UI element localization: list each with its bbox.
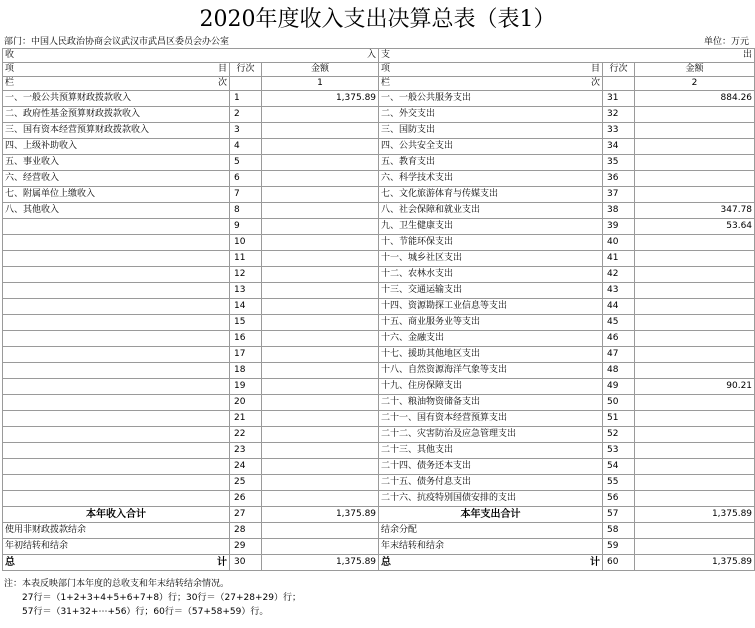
table-row	[3, 443, 755, 459]
expense-item: 二十、粮油物资储备支出	[379, 395, 603, 411]
expense-amount	[635, 475, 755, 491]
expense-row-no: 38	[603, 203, 635, 219]
expense-item: 十五、商业服务业等支出	[379, 315, 603, 331]
income-row-no: 16	[230, 331, 262, 347]
expense-amount	[635, 171, 755, 187]
header-row-column-index	[3, 77, 755, 91]
note-line: 57行＝（31+32+⋯+56）行；60行＝（57+58+59）行。	[22, 607, 269, 617]
expense-amount	[635, 187, 755, 203]
header-row-category	[3, 49, 755, 63]
income-item-header: 项 目	[3, 63, 230, 77]
income-amount	[262, 331, 379, 347]
table-row	[3, 251, 755, 267]
expense-col-index-label: 栏 次	[379, 77, 603, 91]
income-item: 五、事业收入	[3, 155, 230, 171]
expense-row-no: 55	[603, 475, 635, 491]
grand-total-income-amount: 1,375.89	[262, 555, 379, 571]
table-row	[3, 395, 755, 411]
income-row-no: 23	[230, 443, 262, 459]
income-amount	[262, 219, 379, 235]
income-col-index-label: 栏 次	[3, 77, 230, 91]
table-row	[3, 123, 755, 139]
income-amount	[262, 475, 379, 491]
year-income-total-no: 27	[230, 507, 262, 523]
income-amount	[262, 395, 379, 411]
income-item	[3, 267, 230, 283]
distribution-label: 结余分配	[379, 523, 603, 539]
income-amount	[262, 123, 379, 139]
expense-amount	[635, 139, 755, 155]
income-amount	[262, 107, 379, 123]
table-row	[3, 267, 755, 283]
income-row-no: 7	[230, 187, 262, 203]
expense-row-no: 56	[603, 491, 635, 507]
income-row-no: 22	[230, 427, 262, 443]
note-line: 27行＝（1+2+3+4+5+6+7+8）行；30行＝（27+28+29）行；	[22, 593, 301, 603]
expense-amount	[635, 299, 755, 315]
income-row-no: 20	[230, 395, 262, 411]
header-row-columns	[3, 63, 755, 77]
grand-total-income-no: 30	[230, 555, 262, 571]
expense-item: 十四、资源勘探工业信息等支出	[379, 299, 603, 315]
expense-row-no: 35	[603, 155, 635, 171]
expense-item: 二十三、其他支出	[379, 443, 603, 459]
expense-item: 二、外交支出	[379, 107, 603, 123]
nonfinance-row	[3, 523, 755, 539]
expense-row-no: 54	[603, 459, 635, 475]
income-amount	[262, 443, 379, 459]
expense-row-no: 41	[603, 251, 635, 267]
income-amount-header: 金额	[262, 63, 379, 77]
table-row	[3, 219, 755, 235]
expense-row-no: 45	[603, 315, 635, 331]
income-item: 一、一般公共预算财政拨款收入	[3, 91, 230, 107]
expense-header: 支 出	[379, 49, 755, 63]
income-amount	[262, 187, 379, 203]
expense-item: 十七、援助其他地区支出	[379, 347, 603, 363]
expense-item: 十八、自然资源海洋气象等支出	[379, 363, 603, 379]
expense-row-no: 39	[603, 219, 635, 235]
expense-amount: 90.21	[635, 379, 755, 395]
expense-amount: 53.64	[635, 219, 755, 235]
expense-item: 十一、城乡社区支出	[379, 251, 603, 267]
income-row-no: 12	[230, 267, 262, 283]
income-amount	[262, 459, 379, 475]
budget-table	[2, 48, 755, 571]
table-row	[3, 107, 755, 123]
income-item: 二、政府性基金预算财政拨款收入	[3, 107, 230, 123]
table-row	[3, 331, 755, 347]
year-income-total-label: 本年收入合计	[3, 507, 230, 523]
income-item	[3, 283, 230, 299]
expense-row-no: 37	[603, 187, 635, 203]
expense-amount	[635, 459, 755, 475]
expense-item: 十六、金融支出	[379, 331, 603, 347]
expense-item: 九、卫生健康支出	[379, 219, 603, 235]
grand-total-expense-no: 60	[603, 555, 635, 571]
table-row	[3, 411, 755, 427]
income-amount	[262, 363, 379, 379]
income-row-no: 4	[230, 139, 262, 155]
income-amount	[262, 347, 379, 363]
income-item	[3, 459, 230, 475]
income-item: 三、国有资本经营预算财政拨款收入	[3, 123, 230, 139]
expense-amount	[635, 235, 755, 251]
income-item	[3, 315, 230, 331]
income-row-no: 11	[230, 251, 262, 267]
income-item: 八、其他收入	[3, 203, 230, 219]
expense-item: 七、文化旅游体育与传媒支出	[379, 187, 603, 203]
income-amount	[262, 251, 379, 267]
expense-item: 五、教育支出	[379, 155, 603, 171]
expense-amount	[635, 267, 755, 283]
income-row-no: 3	[230, 123, 262, 139]
income-row-no: 10	[230, 235, 262, 251]
end-balance-no: 59	[603, 539, 635, 555]
income-item	[3, 251, 230, 267]
expense-item: 三、国防支出	[379, 123, 603, 139]
income-row-no: 9	[230, 219, 262, 235]
income-amount	[262, 491, 379, 507]
table-row	[3, 203, 755, 219]
expense-amount	[635, 427, 755, 443]
expense-item: 十、节能环保支出	[379, 235, 603, 251]
income-amount	[262, 283, 379, 299]
income-row-no: 5	[230, 155, 262, 171]
expense-col-index: 2	[635, 77, 755, 91]
income-amount	[262, 267, 379, 283]
expense-item: 十三、交通运输支出	[379, 283, 603, 299]
table-row	[3, 363, 755, 379]
year-expense-total-label: 本年支出合计	[379, 507, 603, 523]
expense-row-no: 48	[603, 363, 635, 379]
income-row-no: 13	[230, 283, 262, 299]
expense-row-no: 47	[603, 347, 635, 363]
income-row-no: 25	[230, 475, 262, 491]
table-row	[3, 139, 755, 155]
expense-item: 一、一般公共服务支出	[379, 91, 603, 107]
end-balance-label: 年末结转和结余	[379, 539, 603, 555]
income-row-no: 14	[230, 299, 262, 315]
expense-row-no: 40	[603, 235, 635, 251]
expense-row-no: 32	[603, 107, 635, 123]
income-amount	[262, 427, 379, 443]
income-amount	[262, 411, 379, 427]
income-amount	[262, 171, 379, 187]
expense-amount	[635, 123, 755, 139]
income-item	[3, 363, 230, 379]
expense-amount	[635, 491, 755, 507]
income-row-no: 21	[230, 411, 262, 427]
table-row	[3, 187, 755, 203]
table-row	[3, 491, 755, 507]
income-row-no: 8	[230, 203, 262, 219]
income-amount	[262, 315, 379, 331]
income-row-no: 15	[230, 315, 262, 331]
expense-item: 四、公共安全支出	[379, 139, 603, 155]
income-amount	[262, 235, 379, 251]
expense-amount	[635, 395, 755, 411]
income-rowno-header: 行次	[230, 63, 262, 77]
table-row	[3, 283, 755, 299]
expense-amount	[635, 107, 755, 123]
income-item	[3, 219, 230, 235]
year-expense-total-no: 57	[603, 507, 635, 523]
expense-item: 二十六、抗疫特别国债安排的支出	[379, 491, 603, 507]
grand-total-expense-label: 总 计	[379, 555, 603, 571]
income-item	[3, 331, 230, 347]
expense-item: 二十四、债务还本支出	[379, 459, 603, 475]
expense-row-no: 53	[603, 443, 635, 459]
grand-total-expense-amount: 1,375.89	[635, 555, 755, 571]
expense-row-no: 52	[603, 427, 635, 443]
income-row-no: 19	[230, 379, 262, 395]
department-label: 部门：中国人民政治协商会议武汉市武昌区委员会办公室	[4, 37, 230, 47]
income-item	[3, 443, 230, 459]
carryover-row	[3, 539, 755, 555]
income-amount	[262, 299, 379, 315]
income-row-no: 6	[230, 171, 262, 187]
expense-item-header: 项 目	[379, 63, 603, 77]
expense-row-no: 43	[603, 283, 635, 299]
expense-amount	[635, 331, 755, 347]
year-total-row	[3, 507, 755, 523]
expense-amount	[635, 443, 755, 459]
begin-balance-no: 29	[230, 539, 262, 555]
income-item	[3, 475, 230, 491]
grand-total-income-label: 总 计	[3, 555, 230, 571]
income-amount	[262, 203, 379, 219]
page-title: 2020年度收入支出决算总表（表1）	[199, 7, 556, 32]
expense-amount	[635, 363, 755, 379]
income-item: 六、经营收入	[3, 171, 230, 187]
expense-amount	[635, 347, 755, 363]
income-item	[3, 491, 230, 507]
table-row	[3, 379, 755, 395]
income-item	[3, 347, 230, 363]
expense-row-no: 42	[603, 267, 635, 283]
income-row-no: 2	[230, 107, 262, 123]
table-row	[3, 171, 755, 187]
income-amount	[262, 139, 379, 155]
income-amount	[262, 155, 379, 171]
income-item	[3, 427, 230, 443]
expense-amount	[635, 283, 755, 299]
income-item: 四、上级补助收入	[3, 139, 230, 155]
expense-item: 六、科学技术支出	[379, 171, 603, 187]
expense-amount	[635, 251, 755, 267]
expense-row-no: 36	[603, 171, 635, 187]
income-item	[3, 299, 230, 315]
expense-item: 十九、住房保障支出	[379, 379, 603, 395]
year-income-total-amount: 1,375.89	[262, 507, 379, 523]
income-col-index: 1	[262, 77, 379, 91]
table-row	[3, 427, 755, 443]
expense-amount: 884.26	[635, 91, 755, 107]
expense-row-no: 46	[603, 331, 635, 347]
expense-row-no: 51	[603, 411, 635, 427]
income-amount	[262, 379, 379, 395]
income-row-no: 26	[230, 491, 262, 507]
expense-amount	[635, 411, 755, 427]
table-row	[3, 459, 755, 475]
income-row-no: 24	[230, 459, 262, 475]
expense-item: 二十五、债务付息支出	[379, 475, 603, 491]
unit-label: 单位：万元	[703, 37, 749, 47]
expense-row-no: 31	[603, 91, 635, 107]
income-row-no: 18	[230, 363, 262, 379]
expense-amount	[635, 155, 755, 171]
expense-row-no: 34	[603, 139, 635, 155]
expense-rowno-header: 行次	[603, 63, 635, 77]
table-row	[3, 475, 755, 491]
notes	[4, 577, 301, 619]
expense-item: 二十一、国有资本经营预算支出	[379, 411, 603, 427]
income-item	[3, 411, 230, 427]
expense-item: 二十二、灾害防治及应急管理支出	[379, 427, 603, 443]
expense-item: 十二、农林水支出	[379, 267, 603, 283]
table-row	[3, 315, 755, 331]
begin-balance-label: 年初结转和结余	[3, 539, 230, 555]
nonfinance-no: 28	[230, 523, 262, 539]
expense-item: 八、社会保障和就业支出	[379, 203, 603, 219]
income-item	[3, 235, 230, 251]
distribution-no: 58	[603, 523, 635, 539]
income-header: 收 入	[3, 49, 379, 63]
nonfinance-label: 使用非财政拨款结余	[3, 523, 230, 539]
income-item	[3, 379, 230, 395]
grand-total-row	[3, 555, 755, 571]
income-item: 七、附属单位上缴收入	[3, 187, 230, 203]
income-item	[3, 395, 230, 411]
expense-row-no: 49	[603, 379, 635, 395]
table-row	[3, 91, 755, 107]
table-row	[3, 347, 755, 363]
note-line: 注：本表反映部门本年度的总收支和年末结转结余情况。	[4, 579, 230, 589]
table-row	[3, 235, 755, 251]
income-amount: 1,375.89	[262, 91, 379, 107]
year-expense-total-amount: 1,375.89	[635, 507, 755, 523]
expense-row-no: 50	[603, 395, 635, 411]
expense-amount	[635, 315, 755, 331]
income-row-no: 1	[230, 91, 262, 107]
expense-amount: 347.78	[635, 203, 755, 219]
income-row-no: 17	[230, 347, 262, 363]
table-row	[3, 299, 755, 315]
expense-row-no: 44	[603, 299, 635, 315]
expense-amount-header: 金额	[635, 63, 755, 77]
table-row	[3, 155, 755, 171]
expense-row-no: 33	[603, 123, 635, 139]
